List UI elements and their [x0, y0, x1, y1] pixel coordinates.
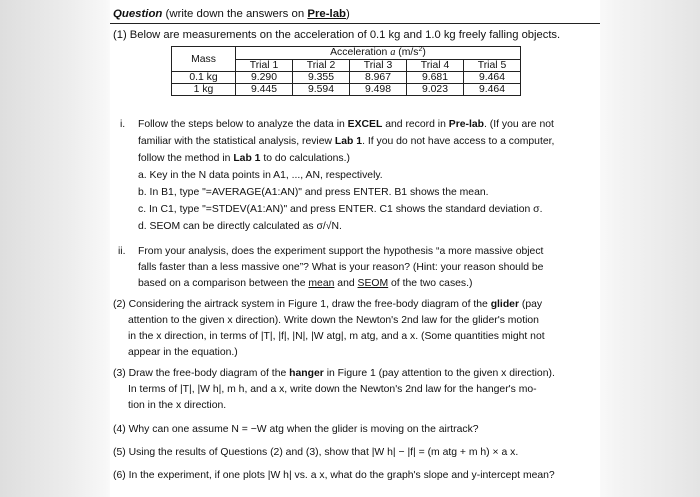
value-cell: 8.967	[350, 72, 407, 84]
lab1-label: Lab 1	[334, 136, 363, 147]
mass-cell: 1 kg	[172, 84, 236, 96]
trial-header: Trial 3	[350, 59, 407, 72]
text: (3) Draw the free-body diagram of the	[113, 368, 290, 379]
value-cell: 9.464	[464, 84, 521, 96]
instruction-close: )	[346, 8, 350, 20]
acceleration-header	[236, 47, 521, 60]
q5-text: (5) Using the results of Questions (2) and (3), show that |W h| − |f| = (m atg + m h) × a x.	[113, 447, 519, 458]
part-i-line-2	[138, 135, 554, 148]
part-ii-line-1: From your analysis, does the experiment support the hypothesis “a more massive object	[138, 246, 544, 257]
text: (pay	[519, 299, 543, 310]
instruction-text: (write down the answers on	[165, 8, 308, 20]
q1-intro: (1) Below are measurements on the acceleration of 0.1 kg and 1.0 kg freely falling objects.	[113, 29, 561, 41]
text: . (If you are not	[484, 119, 554, 130]
accel-header-text: Acceleration	[330, 47, 391, 59]
mean-term: mean	[308, 278, 335, 289]
question-label: Question	[113, 8, 163, 20]
q4-text: (4) Why can one assume N = −W atg when the glider is moving on the airtrack?	[113, 424, 479, 435]
q2-line-2: attention to the given x direction). Write down the Newton's 2nd law for the glider's motion	[128, 315, 539, 326]
q3-line-2: In terms of |T|, |W h|, m h, and a x, write down the Newton's 2nd law for the hanger's mo-	[128, 384, 537, 395]
trial-header: Trial 2	[293, 59, 350, 72]
text: follow the method in	[138, 153, 234, 164]
acceleration-table	[171, 46, 521, 96]
q2-line-3: in the x direction, in terms of |T|, |f|, |N|, |W atg|, m atg, and a x. (Some quantities might not	[128, 331, 545, 342]
part-ii-line-3	[138, 277, 472, 290]
accel-unit-close: )	[422, 47, 426, 59]
value-cell: 9.023	[407, 84, 464, 96]
part-i-line-3	[138, 152, 350, 165]
text: based on a comparison between the	[138, 278, 309, 289]
step-d: d. SEOM can be directly calculated as σ/√N.	[138, 221, 342, 232]
prelab-label: Pre-lab	[448, 119, 484, 130]
text: to do calculations.)	[260, 153, 350, 164]
question-header	[113, 7, 350, 21]
document-page	[110, 0, 600, 497]
text: . If you do not have access to a computer,	[362, 136, 555, 147]
value-cell: 9.464	[464, 72, 521, 84]
value-cell: 9.290	[236, 72, 293, 84]
value-cell: 9.498	[350, 84, 407, 96]
part-ii-line-2: falls faster than a less massive one”? What is your reason? (Hint: your reason should be	[138, 262, 544, 273]
step-c: c. In C1, type "=STDEV(A1:AN)" and press ENTER. C1 shows the standard deviation σ.	[138, 204, 543, 215]
q2-line-1	[113, 298, 542, 311]
accel-symbol: a	[390, 47, 396, 59]
trial-header: Trial 4	[407, 59, 464, 72]
value-cell: 9.594	[293, 84, 350, 96]
step-a: a. Key in the N data points in A1, ..., AN, respectively.	[138, 170, 383, 181]
q3-line-1	[113, 367, 555, 380]
text: (2) Considering the airtrack system in Figure 1, draw the free-body diagram of the	[113, 299, 491, 310]
excel-label: EXCEL	[347, 119, 383, 130]
glider-term: glider	[490, 299, 519, 310]
step-b: b. In B1, type "=AVERAGE(A1:AN)" and press ENTER. B1 shows the mean.	[138, 187, 489, 198]
text: and	[334, 278, 358, 289]
accel-unit-exponent: 2	[418, 46, 423, 54]
prelab-link: Pre-lab	[307, 8, 346, 20]
accel-unit: (m/s	[395, 47, 419, 59]
q3-line-3: tion in the x direction.	[128, 400, 227, 411]
text: and record in	[382, 119, 449, 130]
text: Follow the steps below to analyze the data in	[138, 119, 348, 130]
table-row	[172, 72, 521, 84]
trial-header: Trial 1	[236, 59, 293, 72]
part-i-line-1	[138, 118, 554, 131]
seom-term: SEOM	[357, 278, 389, 289]
text: of the two cases.)	[388, 278, 473, 289]
trial-header: Trial 5	[464, 59, 521, 72]
table-row	[172, 84, 521, 96]
mass-header: Mass	[172, 47, 236, 72]
text: in Figure 1 (pay attention to the given x direction).	[323, 368, 555, 379]
text: familiar with the statistical analysis, review	[138, 136, 335, 147]
value-cell: 9.681	[407, 72, 464, 84]
lab1-label: Lab 1	[233, 153, 261, 164]
hanger-term: hanger	[289, 368, 324, 379]
q2-line-4: appear in the equation.)	[128, 347, 238, 358]
part-i-marker: i.	[120, 119, 126, 130]
value-cell: 9.445	[236, 84, 293, 96]
mass-cell: 0.1 kg	[172, 72, 236, 84]
q6-text: (6) In the experiment, if one plots |W h| vs. a x, what do the graph's slope and y-intercept mean?	[113, 470, 555, 481]
part-ii-marker: ii.	[118, 246, 126, 257]
header-rule	[110, 23, 600, 24]
value-cell: 9.355	[293, 72, 350, 84]
